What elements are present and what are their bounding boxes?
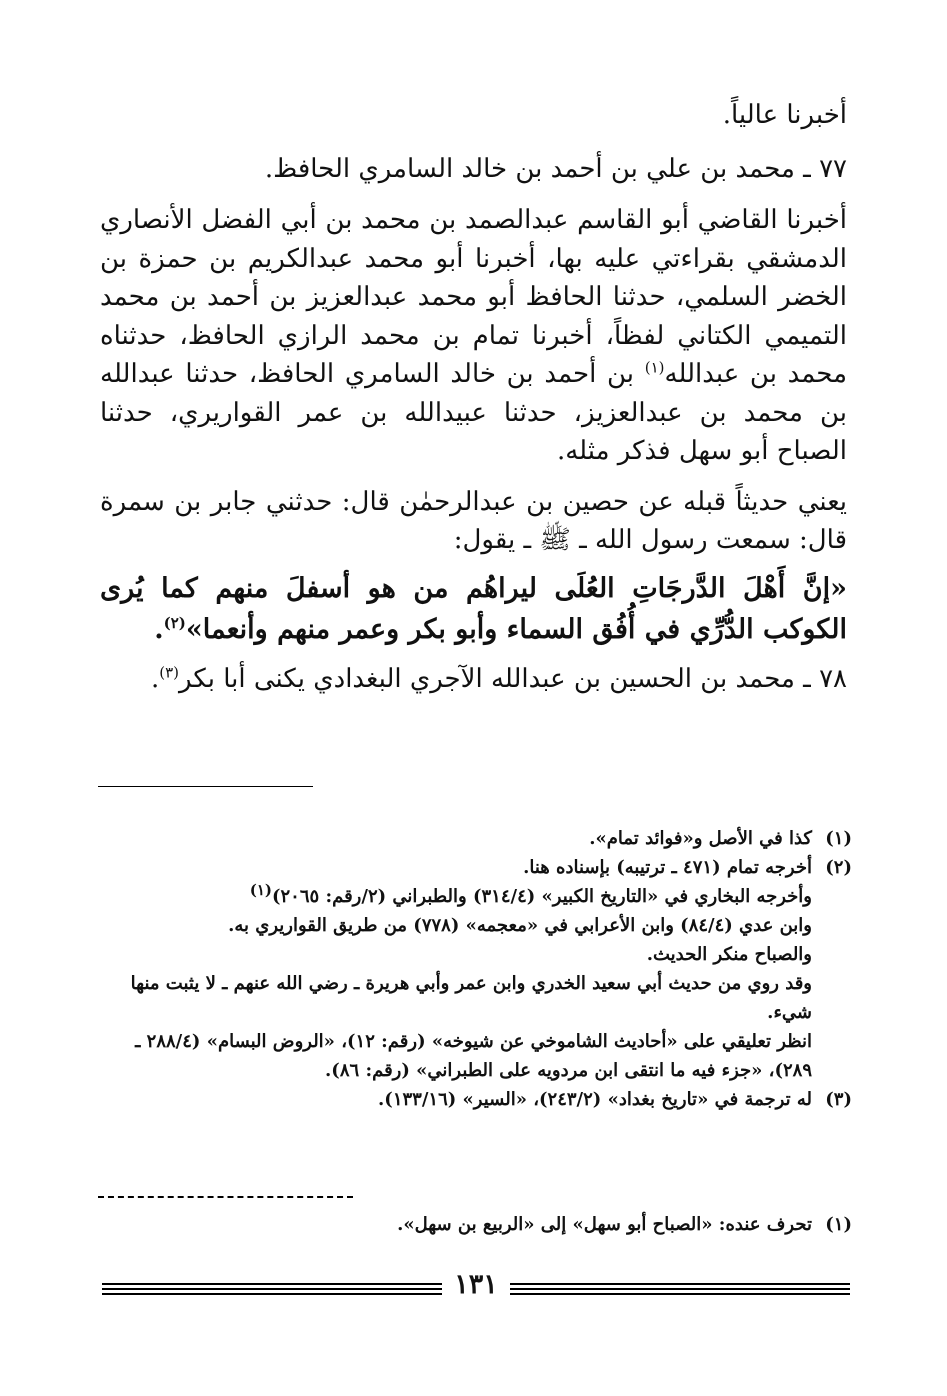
entry-77-heading: ٧٧ ـ محمد بن علي بن أحمد بن خالد السامري الحافظ.: [264, 153, 847, 184]
footnote-1: [100, 824, 852, 853]
sub-footnote-ref-1: (١): [249, 881, 272, 899]
footnote-2-line-4: والصباح منكر الحديث.: [646, 944, 812, 965]
footnote-1-text: كذا في الأصل و«فوائد تمام».: [589, 828, 812, 849]
footnote-3-number: (٣): [825, 1089, 852, 1110]
entry-78-heading: [100, 660, 847, 699]
entry-78-text: ٧٨ ـ محمد بن الحسين بن عبدالله الآجري البغدادي يكنى أبا بكر: [179, 663, 847, 694]
page-number: ١٣١: [454, 1269, 498, 1300]
footnotes: [100, 824, 852, 1114]
footnote-1-number: (١): [825, 828, 852, 849]
sub-footnote-1: [100, 1210, 852, 1239]
footnote-2-line-6: انظر تعليقي على «أحاديث الشاموخي عن شيوخه» (رقم: ١٢)، «الروض البسام» (٢٨٨/٤ ـ ٢٨٩)، «جزء فيه ما انتقى ابن مردويه على الطبراني» (رقم: ٨٦).: [135, 1031, 812, 1081]
sub-footnote-1-text: تحرف عنده: «الصباح أبو سهل» إلى «الربيع بن سهل».: [397, 1214, 812, 1235]
context-paragraph: يعني حديثاً قبله عن حصين بن عبدالرحمٰن قال: حدثني جابر بن سمرة قال: سمعت رسول الله ـ ﷺ ـ يقول:: [100, 486, 847, 555]
sub-footnotes: [100, 1210, 852, 1239]
footnote-ref-1: (١): [644, 358, 665, 377]
footnote-2-line-3: وابن عدي (٨٤/٤) وابن الأعرابي في «معجمه» (٧٧٨) من طريق القواريري به.: [228, 915, 812, 936]
hadith-period: .: [154, 613, 164, 645]
footnote-2-line-2: [100, 882, 852, 911]
sub-footnote-separator: [98, 1196, 353, 1198]
footnote-2-number: (٢): [825, 857, 852, 878]
footnote-ref-2: (٢): [163, 613, 186, 632]
isnad-text-b: بن أحمد بن خالد السامري الحافظ، حدثنا عبدالله بن محمد بن عبدالعزيز، حدثنا عبيدالله بن عمر القواريري، حدثنا الصباح أبو سهل فذكر مثله.: [100, 359, 847, 466]
page-footer: [102, 1269, 850, 1305]
footnote-2-line-1: أخرجه تمام (٤٧١ ـ ترتيبه) بإسناده هنا.: [523, 857, 812, 878]
isnad-paragraph: [100, 201, 847, 471]
footer-rule-right: [510, 1283, 850, 1297]
footnote-3: [100, 1085, 852, 1114]
hadith-text: «إنَّ أَهْلَ الدَّرجَاتِ العُلَى ليراهُم من هو أسفلَ منهم كما يُرى الكوكب الدُّرِّي في أُفُق السماء وأبو بكر وعمر منهم وأنعما»: [100, 572, 847, 645]
main-text: [100, 96, 847, 698]
hadith-quote: [100, 568, 847, 650]
footnote-3-text: له ترجمة في «تاريخ بغداد» (٢٤٣/٢)، «السير» (١٣٣/١٦).: [378, 1089, 812, 1110]
entry-78-period: .: [150, 663, 160, 694]
footnote-2-line-5: وقد روي من حديث أبي سعيد الخدري وابن عمر وأبي هريرة ـ رضي الله عنهم ـ لا يثبت منها شيء.: [130, 973, 812, 1023]
footnote-2-line-2-text: وأخرجه البخاري في «التاريخ الكبير» (٣١٤/٤) والطبراني (٢/رقم: ٢٠٦٥): [271, 886, 812, 907]
sub-footnote-1-number: (١): [825, 1214, 852, 1235]
opening-line: أخبرنا عالياً.: [722, 100, 847, 130]
footnote-ref-3: (٣): [159, 662, 180, 681]
footer-rule-left: [102, 1283, 442, 1297]
isnad-text-a: أخبرنا القاضي أبو القاسم عبدالصمد بن محمد بن أبي الفضل الأنصاري الدمشقي بقراءتي عليه بها، أخبرنا أبو محمد عبدالكريم بن حمزة بن الخضر السلمي، حدثنا الحافظ أبو محمد عبدالعزيز بن أحمد بن محمد التميمي الكتاني لفظاً، أخبرنا تمام بن محمد الرازي الحافظ، حدثناه محمد بن عبدالله: [100, 205, 847, 389]
footnote-separator: [98, 786, 313, 787]
footnote-2: [100, 853, 852, 882]
